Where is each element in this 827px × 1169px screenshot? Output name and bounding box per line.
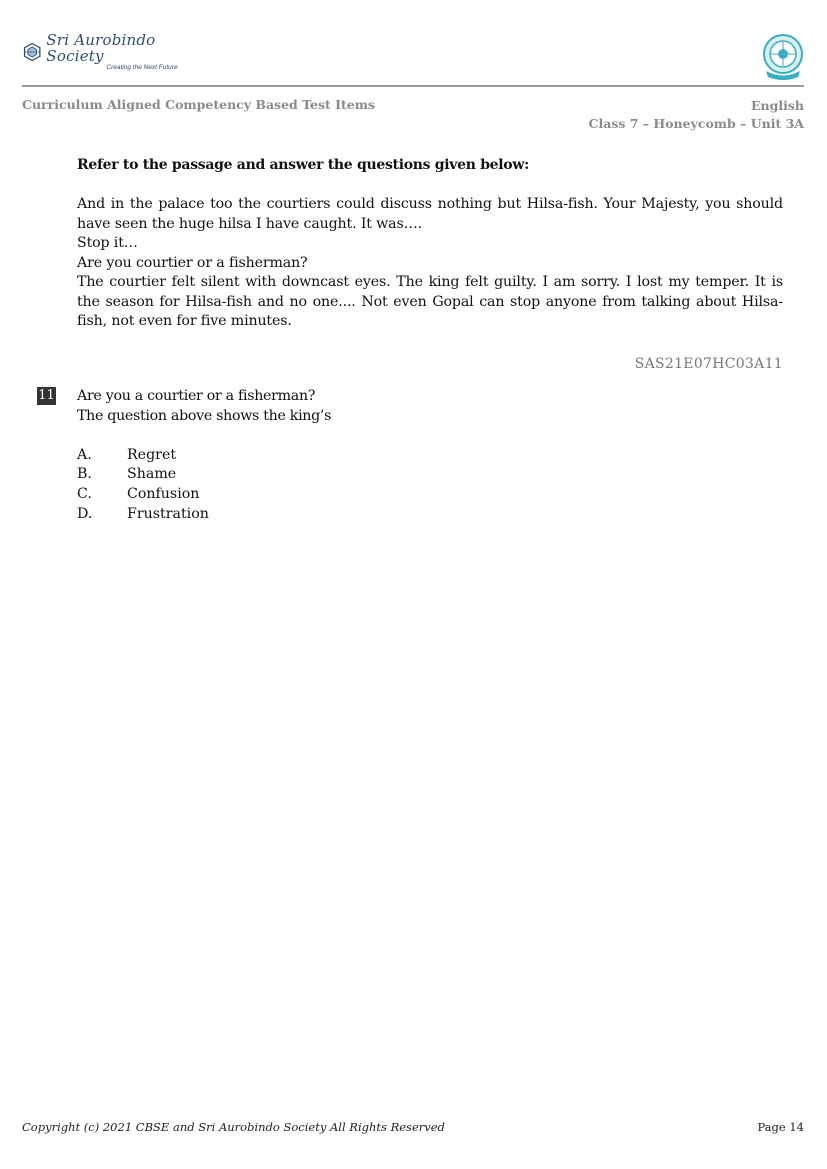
sri-aurobindo-society-logo (22, 31, 192, 71)
option-letter: A. (77, 446, 92, 463)
answer-options (77, 445, 209, 523)
passage-paragraph: Are you courtier or a fisherman? (77, 254, 308, 271)
class-unit-label: Class 7 – Honeycomb – Unit 3A (588, 116, 804, 131)
option-b[interactable] (77, 465, 209, 485)
copyright-notice: Copyright (c) 2021 CBSE and Sri Aurobindo Society All Rights Reserved (22, 1120, 445, 1134)
subject-info (589, 97, 804, 133)
instruction-heading: Refer to the passage and answer the questions given below: (77, 157, 529, 173)
header-divider (22, 85, 804, 87)
curriculum-title: Curriculum Aligned Competency Based Test Items (22, 97, 375, 112)
reading-passage (77, 195, 783, 332)
logo-title: Sri Aurobindo Society (46, 31, 156, 65)
logo-tagline: Creating the Next Future (106, 64, 178, 71)
question-stem (77, 387, 331, 426)
option-text: Frustration (127, 505, 209, 522)
passage-paragraph: And in the palace too the courtiers could discuss nothing but Hilsa-fish. Your Majesty, you should have seen the huge hilsa I have caught. It was…. (77, 196, 783, 232)
question-line: The question above shows the king’s (77, 407, 332, 424)
option-letter: D. (77, 505, 93, 522)
item-code: SAS21E07HC03A11 (634, 356, 783, 372)
question-number-badge: 11 (38, 388, 55, 403)
option-letter: C. (77, 485, 92, 502)
question-line: Are you a courtier or a fisherman? (77, 388, 316, 404)
society-emblem-icon (22, 40, 42, 64)
option-text: Confusion (127, 485, 200, 502)
option-text: Shame (127, 466, 177, 483)
option-d[interactable] (77, 504, 209, 524)
page-number: Page 14 (757, 1120, 804, 1134)
cbse-emblem-icon (760, 33, 806, 81)
passage-paragraph: Stop it… (77, 235, 138, 251)
option-letter: B. (77, 466, 92, 483)
option-a[interactable] (77, 445, 209, 465)
option-c[interactable] (77, 484, 209, 504)
passage-paragraph: The courtier felt silent with downcast eyes. The king felt guilty. I am sorry. I lost my temper. It is the season for Hilsa-fish and no one.... Not even Gopal can stop anyone from talking about Hilsa-fish, not even for five minutes. (77, 274, 783, 329)
subject-label: English (751, 98, 804, 113)
option-text: Regret (127, 446, 177, 463)
